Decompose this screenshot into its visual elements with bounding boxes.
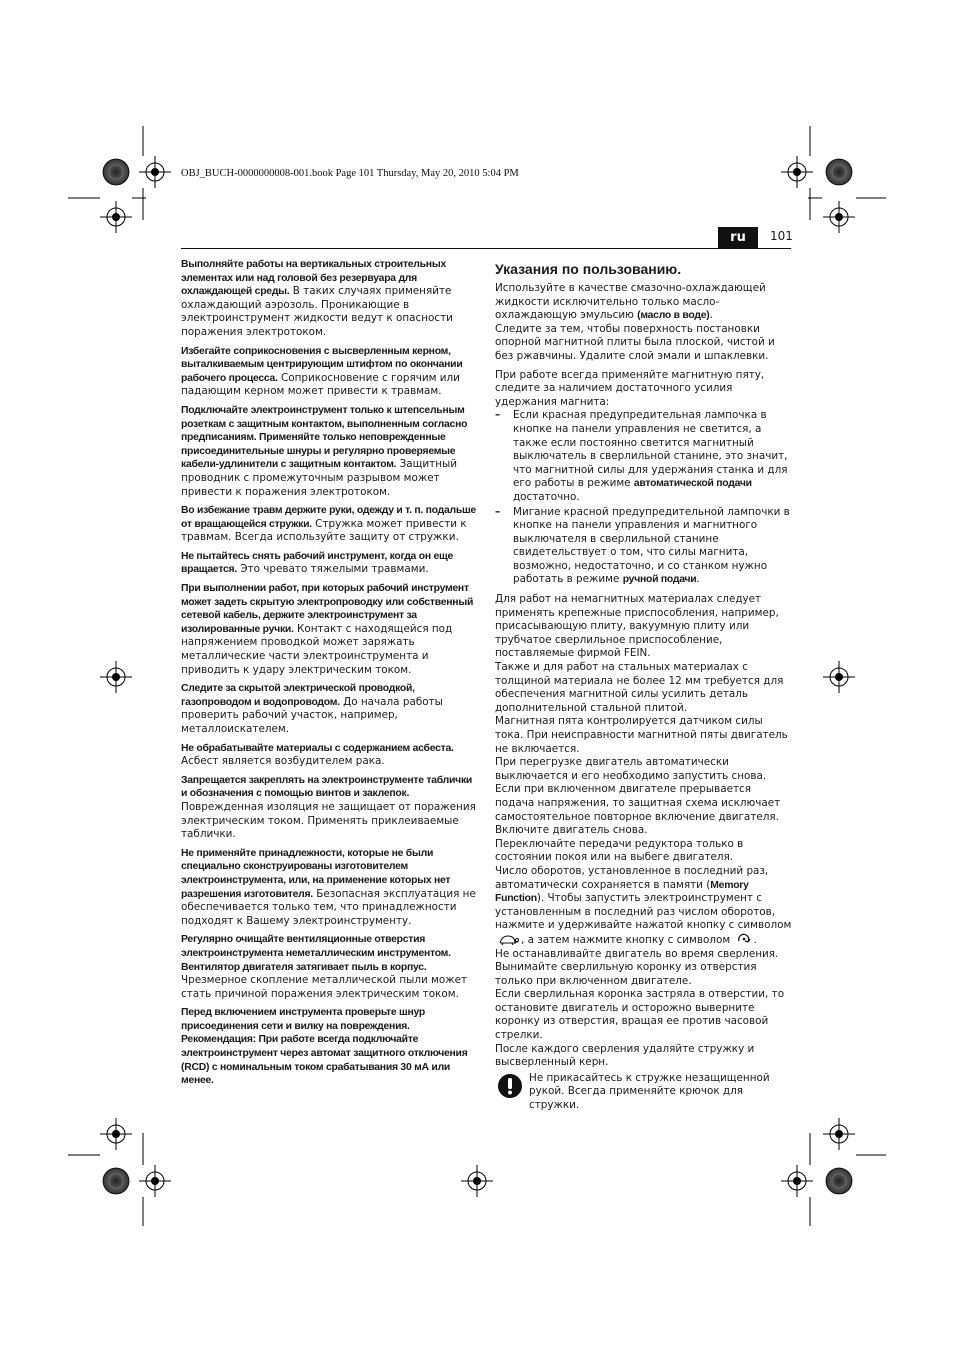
header-rule [181, 248, 791, 249]
condition-list [495, 409, 793, 587]
usage-paragraph: При перегрузке двигатель автоматически выключается и его необходимо запустить снова. [495, 756, 767, 782]
registration-mark-icon [826, 159, 852, 185]
usage-paragraph: Магнитная пята контролируется датчиком силы тока. При неисправности магнитной пяты двигатель не включается. [495, 715, 788, 755]
rotation-icon [736, 933, 752, 947]
usage-paragraph: Также и для работ на стальных материалах с толщиной материала не более 12 мм требуется для обеспечения магнитной силы усилить деталь дополнительной стальной плитой. [495, 661, 784, 714]
page-number: 101 [770, 229, 793, 243]
left-column [181, 258, 477, 1093]
registration-mark-icon [100, 1118, 132, 1150]
usage-paragraph: После каждого сверления удаляйте стружку и высверленный керн. [495, 1042, 755, 1069]
right-column [495, 258, 793, 1113]
registration-mark-icon [781, 156, 813, 188]
safety-paragraph: Перед включением инструмента проверьте шнур присоединения сети и вилку на повреждения. [181, 1007, 425, 1032]
registration-mark-icon [139, 156, 171, 188]
safety-paragraph: Рекомендация: При работе всегда подключайте электроинструмент через автомат защитного отключения (RCD) с номинальным током срабатывания 30 мА или менее. [181, 1034, 468, 1087]
registration-mark-icon [823, 201, 855, 233]
registration-mark-icon [461, 1165, 493, 1197]
registration-mark-icon [781, 1165, 813, 1197]
exclamation-icon [498, 1074, 522, 1098]
safety-paragraph: Не применяйте принадлежности, которые не были специально сконструированы изготовителем электроинструмента, или, на применение которых нет разрешения изготовителя. Безопасная эксплуатация не обеспечивается только тем, что принадлежности подходят к Вашему электроинструменту. [181, 847, 476, 927]
safety-paragraph: Регулярно очищайте вентиляционные отверстия электроинструмента неметаллическим инструментом. Вентилятор двигателя затягивает пыль в корпус. Чрезмерное скопление металлической пыли может стать причиной поражения электрическим током. [181, 934, 468, 1000]
usage-paragraph: Если сверлильная коронка застряла в отверстии, то остановите двигатель и осторожно выверните коронку из отверстия, вращая ее против часовой стрелки. [495, 988, 785, 1042]
usage-paragraph: При работе всегда применяйте магнитную пяту, следите за наличием достаточного усилия удержания магнита: [495, 368, 765, 408]
safety-paragraph: Подключайте электроинструмент только к штепсельным розеткам с защитным контактом, выполненным согласно предписаниям. Применяйте только неповрежденные присоединительные шнуры и регулярно проверяемые кабели-удлинители с защитным контактом. Защитный проводник с промежуточным разрывом может привести к поражения электротоком. [181, 404, 468, 498]
section-heading: Указания по пользованию. [495, 261, 682, 277]
safety-paragraph: Следите за скрытой электрической проводкой, газопроводом и водопроводом. До начала работы проверить рабочий участок, например, металлоискателем. [181, 683, 443, 735]
usage-paragraph: Используйте в качестве смазочно-охлаждающей жидкости исключительно только масло-охлаждающую эмульсию (масло в воде). [495, 282, 766, 322]
registration-mark-icon [826, 1168, 852, 1194]
usage-paragraph: Если при включенном двигателе прерывается подача напряжения, то защитная схема исключает самостоятельное повторное включение двигателя. Включите двигатель снова. [495, 783, 781, 837]
registration-mark-icon [103, 159, 129, 185]
safety-paragraph: Не обрабатывайте материалы с содержанием асбеста. Асбест является возбудителем рака. [181, 742, 454, 768]
usage-paragraph: Следите за тем, чтобы поверхность постановки опорной магнитной плиты была плоской, чистой и без ржавчины. Удалите слой эмали и шпаклевки. [495, 322, 775, 362]
safety-paragraph: Избегайте соприкосновения с высверленным керном, выталкиваемым центрирующим штифтом по окончании рабочего процесса. Соприкосновение с горячим или падающим керном может привести к травмам. [181, 345, 463, 398]
safety-paragraph: При выполнении работ, при которых рабочий инструмент может задеть скрытую электропроводку или собственный сетевой кабель, держите электроинструмент за изолированные ручки. Контакт с находящейся под напряжением проводкой может заряжать металлические части электроинструмента и приводить к удару электрическим током. [181, 583, 474, 676]
list-item: – Если красная предупредительная лампочка в кнопке на панели управления не светится, а также если постоянно светится магнитный выключатель в сверлильной станине, это значит, что магнитной силы для удержания станка и для его работы в режиме автоматической подачи достаточно. [495, 409, 788, 503]
registration-mark-icon [139, 1165, 171, 1197]
safety-paragraph: Запрещается закреплять на электроинструменте таблички и обозначения с помощью винтов и заклепок. Поврежденная изоляция не защищает от поражения электрическим током. Применять приклеиваемые таблички. [181, 774, 476, 841]
usage-paragraph: Число оборотов, установленное в последний раз, автоматически сохраняется в памяти (Memory Function). Чтобы запустить электроинструмент с установленным в последний раз числом оборотов, нажмите и удерживайте нажатой кнопку с символом , а затем нажмите кнопку с символом . [495, 864, 792, 946]
turtle-icon [497, 934, 519, 946]
usage-paragraph: Вынимайте сверлильную коронку из отверстия только при включенном двигателе. [495, 961, 757, 987]
usage-paragraph: Переключайте передачи редуктора только в состоянии покоя или на выбеге двигателя. [495, 837, 744, 864]
warning-note: Не прикасайтесь к стружке незащищенной рукой. Всегда применяйте крючок для стружки. [495, 1072, 793, 1113]
registration-mark-icon [823, 661, 855, 693]
safety-paragraph: Не пытайтесь снять рабочий инструмент, когда он еще вращается. Это чревато тяжелыми травмами. [181, 550, 454, 576]
registration-mark-icon [100, 201, 132, 233]
registration-mark-icon [100, 661, 132, 693]
usage-paragraph: Для работ на немагнитных материалах следует применять крепежные приспособления, например, присасывающую плиту, вакуумную плиту или трубчатое сверлильное приспособление, поставляемые фирмой FEIN. [495, 593, 779, 660]
safety-paragraph: Во избежание травм держите руки, одежду и т. п. подальше от вращающейся стружки. Стружка может привести к травмам. Всегда используйте защиту от стружки. [181, 505, 476, 544]
registration-mark-icon [103, 1168, 129, 1194]
registration-mark-icon [823, 1118, 855, 1150]
list-item: – Мигание красной предупредительной лампочки в кнопке на панели управления и магнитного выключателя в сверлильной станине свидетельствует о том, что силы магнита, возможно, недостаточно, и со станком нужно работать в режиме ручной подачи. [495, 505, 790, 586]
language-badge: ru [718, 227, 758, 248]
usage-paragraph: Не останавливайте двигатель во время сверления. [495, 947, 779, 960]
safety-paragraph: Выполняйте работы на вертикальных строительных элементах или над головой без резервуара для охлаждающей среды. В таких случаях применяйте охлаждающий аэрозоль. Проникающие в электроинструмент жидкости ведут к опасности поражения электротоком. [181, 259, 453, 338]
file-header: OBJ_BUCH-0000000008-001.book Page 101 Thursday, May 20, 2010 5:04 PM [181, 168, 519, 179]
